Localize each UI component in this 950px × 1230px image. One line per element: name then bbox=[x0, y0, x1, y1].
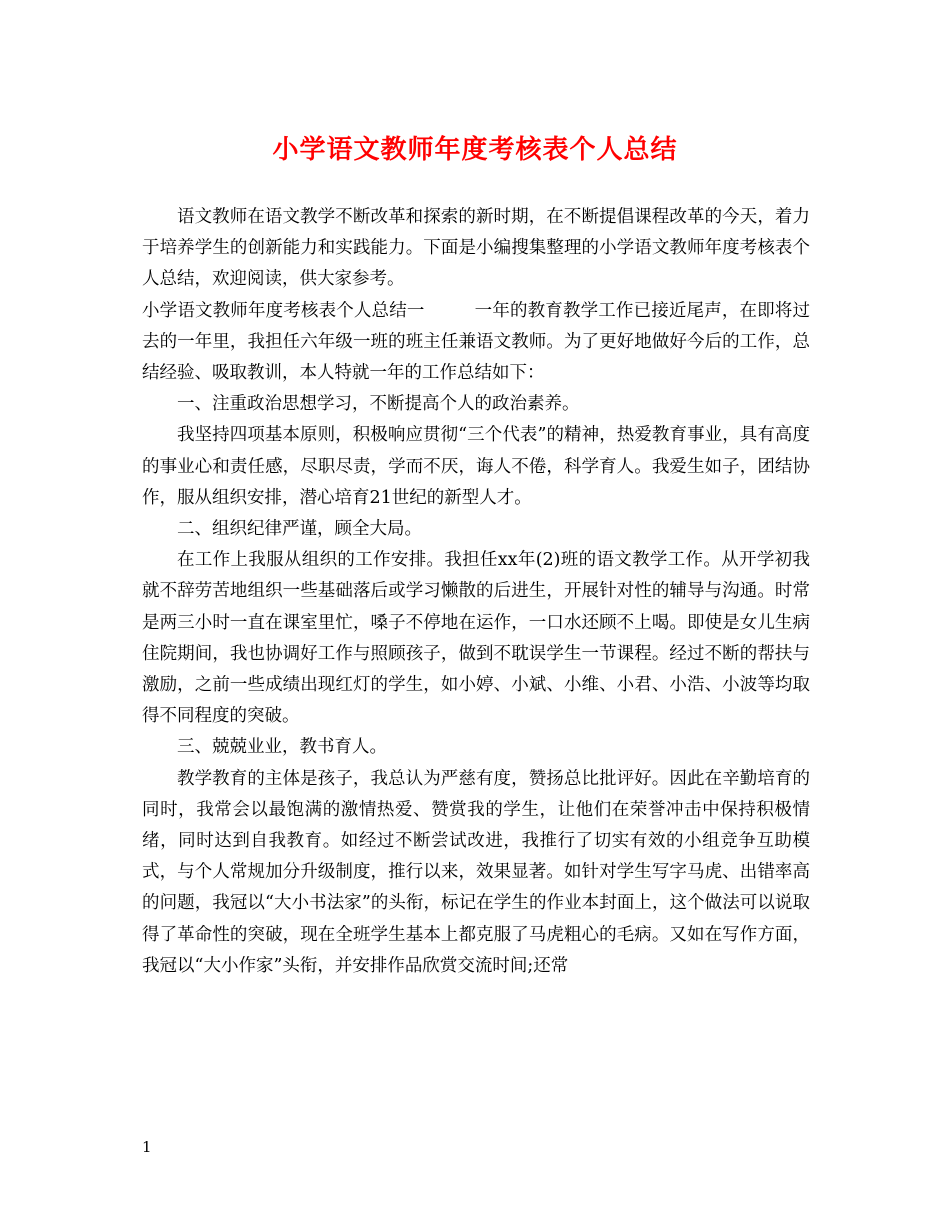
document-title: 小学语文教师年度考核表个人总结 bbox=[272, 135, 678, 165]
heading-three: 三、兢兢业业，教书育人。 bbox=[177, 737, 387, 758]
section-heading: 小学语文教师年度考核表个人总结一 bbox=[142, 300, 425, 321]
section-lead-text: 一年的教育教学工作已接近尾声，在即将过去的一年里，我担任六年级一班的班主任兼语文教师。为了更好地做好今后的工作，总结经验、吸取教训，本人特就一年的工作总结如下： bbox=[142, 300, 810, 384]
section-one-paragraph bbox=[142, 296, 810, 390]
paragraph-two: 在工作上我服从组织的工作安排。我担任xx年(2)班的语文教学工作。从开学初我就不辞劳苦地组织一些基础落后或学习懒散的后进生，开展针对性的辅导与沟通。时常是两三小时一直在课室里忙，嗓子不停地在运作，一口水还顾不上喝。即使是女儿生病住院期间，我也协调好工作与照顾孩子，做到不耽误学生一节课程。经过不断的帮扶与激励，之前一些成绩出现红灯的学生，如小婷、小斌、小维、小君、小浩、小波等均取得不同程度的突破。 bbox=[142, 550, 810, 727]
heading-one: 一、注重政治思想学习，不断提高个人的政治素养。 bbox=[177, 394, 580, 415]
paragraph-one: 我坚持四项基本原则，积极响应贯彻“三个代表”的精神，热爱教育事业，具有高度的事业心和责任感，尽职尽责，学而不厌，诲人不倦，科学育人。我爱生如子，团结协作，服从组织安排，潜心培育21世纪的新型人才。 bbox=[142, 425, 810, 508]
heading-two: 二、组织纪律严谨，顾全大局。 bbox=[177, 519, 422, 540]
document-body bbox=[142, 202, 810, 982]
page-number: 1 bbox=[142, 1138, 152, 1156]
paragraph-three: 教学教育的主体是孩子，我总认为严慈有度，赞扬总比批评好。因此在辛勤培育的同时，我常会以最饱满的激情热爱、赞赏我的学生，让他们在荣誉冲击中保持积极情绪，同时达到自我教育。如经过不断尝试改进，我推行了切实有效的小组竞争互助模式，与个人常规加分升级制度，推行以来，效果显著。如针对学生写字马虎、出错率高的问题，我冠以“大小书法家”的头衔，标记在学生的作业本封面上，这个做法可以说取得了革命性的突破，现在全班学生基本上都克服了马虎粗心的毛病。又如在写作方面，我冠以“大小作家”头衔，并安排作品欣赏交流时间;还常 bbox=[142, 768, 810, 976]
intro-paragraph: 语文教师在语文教学不断改革和探索的新时期，在不断提倡课程改革的今天，着力于培养学生的创新能力和实践能力。下面是小编搜集整理的小学语文教师年度考核表个人总结，欢迎阅读，供大家参考。 bbox=[142, 207, 810, 290]
